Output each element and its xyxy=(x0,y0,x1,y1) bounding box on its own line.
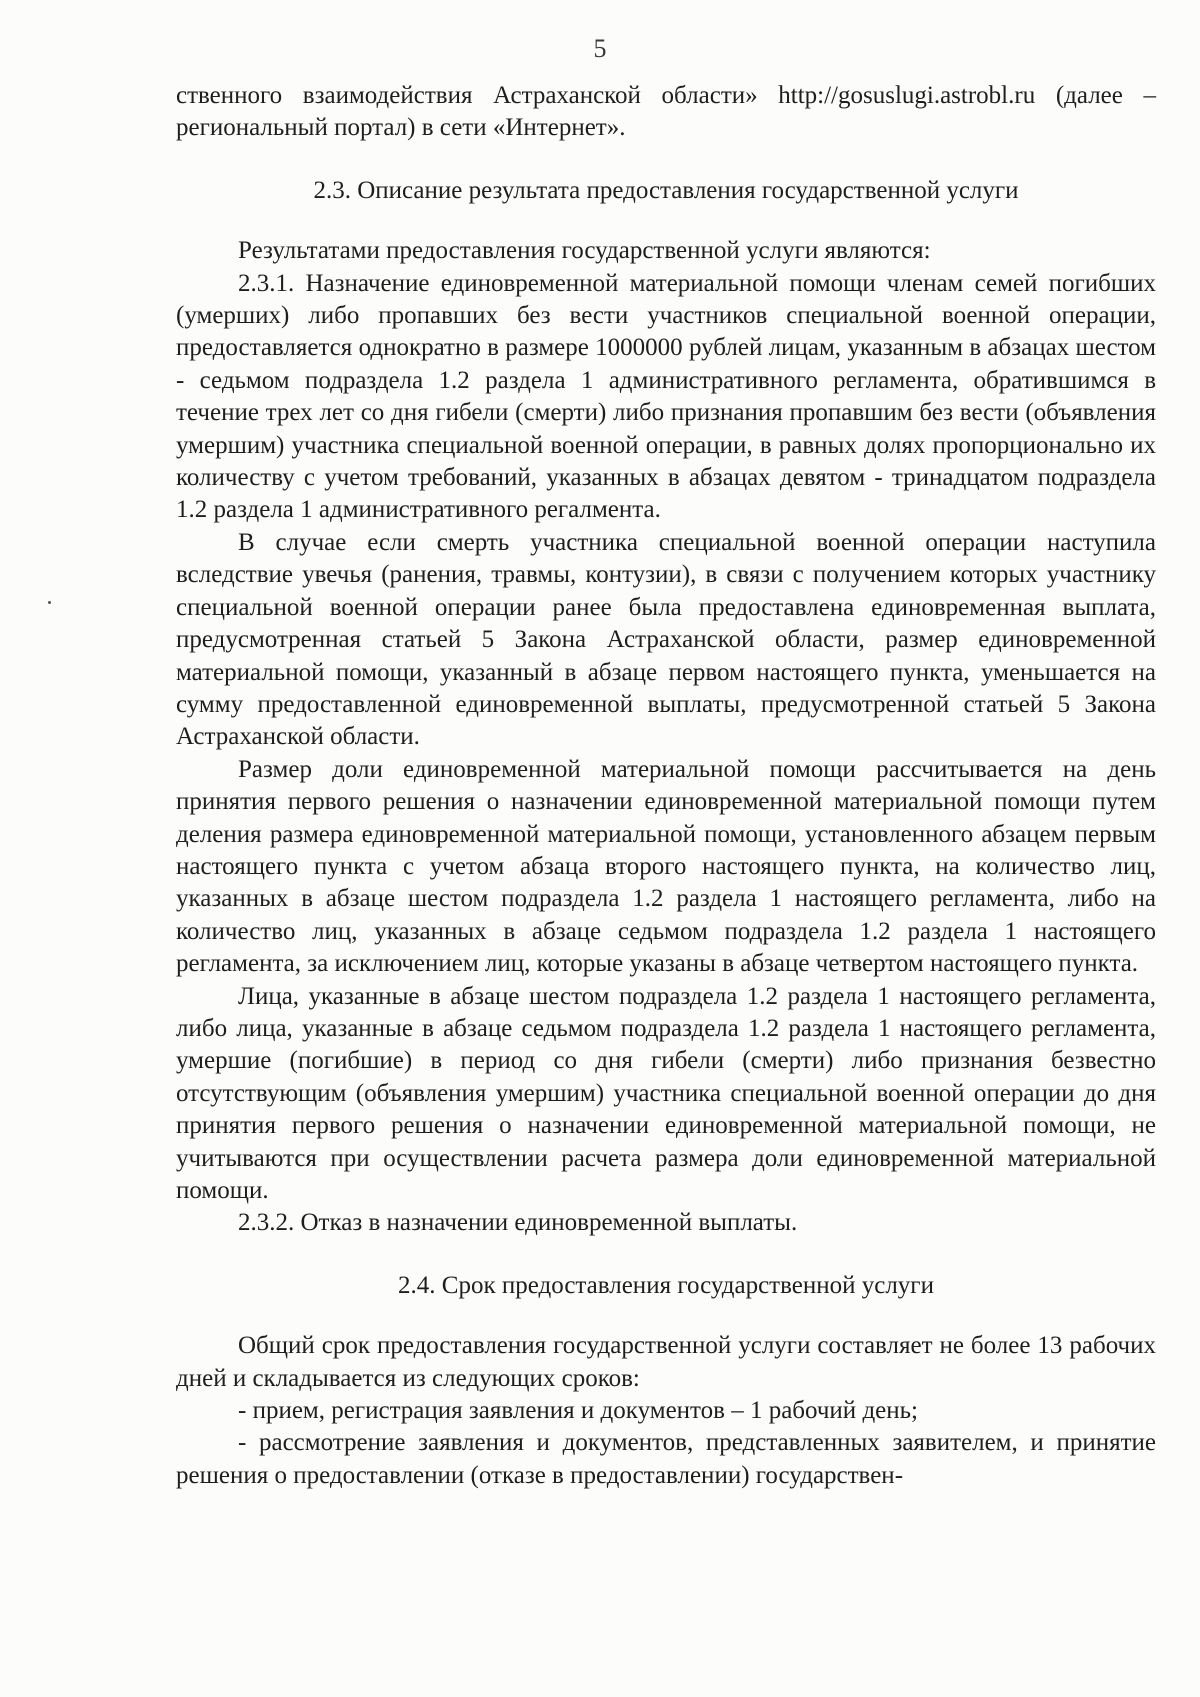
section-2-3-heading: 2.3. Описание результата предоставления государственной услуги xyxy=(313,176,1019,204)
spacer xyxy=(176,1302,1156,1330)
section-2-4-paragraph-1: Общий срок предоставления государственной услуги составляет не более 13 рабочих дней и складывается из следующих сроков: xyxy=(176,1332,1156,1392)
section-2-4-bullet-2: - рассмотрение заявления и документов, представленных заявителем, и принятие решения о предоставлении (отказе в предоставлении) государствен- xyxy=(176,1429,1156,1489)
item-2-3-2: 2.3.2. Отказ в назначении единовременной выплаты. xyxy=(238,1209,798,1237)
scan-speck xyxy=(48,601,51,604)
document-body xyxy=(176,80,1156,1492)
intro-paragraph: ственного взаимодействия Астраханской области» http://gosuslugi.astrobl.ru (далее – региональный портал) в сети «Интернет». xyxy=(176,82,1156,142)
section-2-3-lead: Результатами предоставления государственной услуги являются: xyxy=(238,237,931,265)
spacer xyxy=(176,1240,1156,1270)
page-number: 5 xyxy=(593,34,607,63)
spacer xyxy=(176,207,1156,235)
item-2-3-1: 2.3.1. Назначение единовременной материальной помощи членам семей погибших (умерших) либо пропавших без вести участников специальной военной операции, предоставляется однократно в размере 1000000 рублей лицам, указанным в абзацах шестом - седьмом подраздела 1.2 раздела 1 административного регламента, обратившимся в течение трех лет со дня гибели (смерти) либо признания пропавшим без вести (объявления умершим) участника специальной военной операции, в равных долях пропорционально их количеству с учетом требований, указанных в абзацах девятом - тринадцатом подраздела 1.2 раздела 1 административного регалмента. xyxy=(176,269,1156,524)
section-2-3-paragraph-4: Лица, указанные в абзаце шестом подраздела 1.2 раздела 1 настоящего регламента, либо лица, указанные в абзаце седьмом подраздела 1.2 раздела 1 настоящего регламента, умершие (погибшие) в период со дня гибели (смерти) либо признания безвестно отсутствующим (объявления умершим) участника специальной военной операции до дня принятия первого решения о назначении единовременной материальной помощи, не учитываются при осуществлении расчета размера доли единовременной материальной помощи. xyxy=(176,982,1156,1204)
section-2-4-bullet-1: - прием, регистрация заявления и документов – 1 рабочий день; xyxy=(238,1397,918,1425)
section-2-3-paragraph-2: В случае если смерть участника специальной военной операции наступила вследствие увечья (ранения, травмы, контузии), в связи с получением которых участнику специальной военной операции ранее была предоставлена единовременная выплата, предусмотренная статьей 5 Закона Астраханской области, размер единовременной материальной помощи, указанный в абзаце первом настоящего пункта, уменьшается на сумму предоставленной единовременной выплаты, предусмотренной статьей 5 Закона Астраханской области. xyxy=(176,528,1156,751)
spacer xyxy=(176,145,1156,175)
section-2-3-paragraph-3: Размер доли единовременной материальной помощи рассчитывается на день принятия первого решения о назначении единовременной материальной помощи путем деления размера единовременной материальной помощи, установленного абзацем первым настоящего пункта с учетом абзаца второго настоящего пункта, на количество лиц, указанных в абзаце шестом подраздела 1.2 раздела 1 настоящего регламента, либо на количество лиц, указанных в абзаце седьмом подраздела 1.2 раздела 1 настоящего регламента, за исключением лиц, которые указаны в абзаце четвертом настоящего пункта. xyxy=(176,755,1156,978)
section-2-4-heading: 2.4. Срок предоставления государственной услуги xyxy=(398,1271,934,1299)
